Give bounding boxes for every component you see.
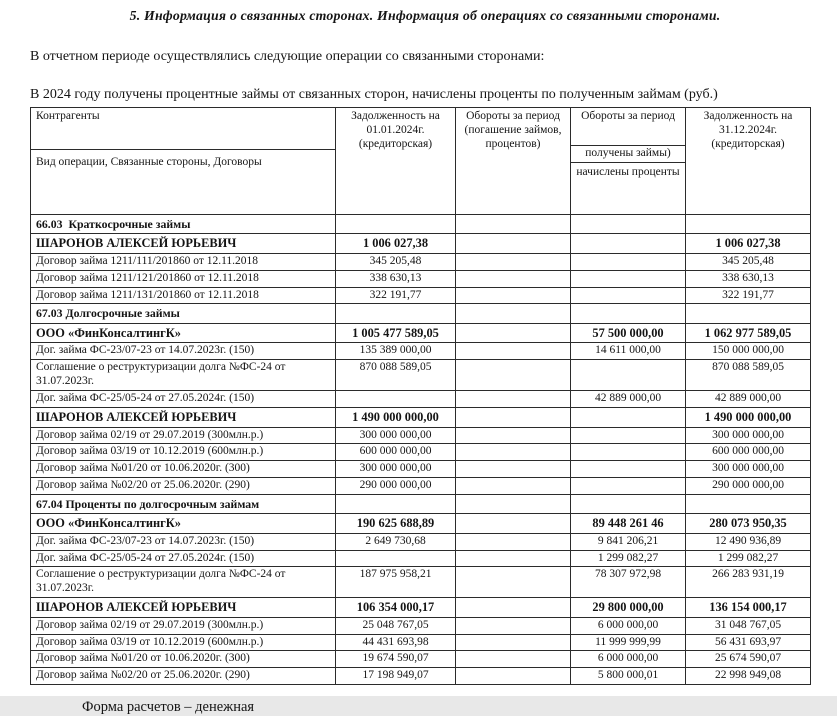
cell-turnover-repayment — [456, 360, 571, 391]
cell-turnover-received: 42 889 000,00 — [571, 390, 686, 407]
cell-debt-start: 17 198 949,07 — [336, 668, 456, 685]
cell-debt-end: 136 154 000,17 — [686, 597, 811, 617]
row-label: Договор займа №02/20 от 25.06.2020г. (290) — [31, 477, 336, 494]
intro-paragraph: В отчетном периоде осуществлялись следующие операции со связанными сторонами: — [30, 49, 545, 64]
cell-debt-end: 870 088 589,05 — [686, 360, 811, 391]
cell-turnover-received — [571, 427, 686, 444]
cell-debt-start — [336, 550, 456, 567]
table-row — [31, 513, 811, 533]
cell-turnover-repayment — [456, 567, 571, 598]
cell-turnover-received — [571, 360, 686, 391]
row-label: Дог. займа ФС-23/07-23 от 14.07.2023г. (150) — [31, 343, 336, 360]
row-label: Дог. займа ФС-25/05-24 от 27.05.2024г. (150) — [31, 390, 336, 407]
cell-debt-end: 56 431 693,97 — [686, 634, 811, 651]
table-row — [31, 343, 811, 360]
cell-turnover-received — [571, 215, 686, 234]
table-row — [31, 390, 811, 407]
cell-turnover-received — [571, 407, 686, 427]
table-row — [31, 234, 811, 254]
cell-debt-end: 1 062 977 589,05 — [686, 323, 811, 343]
row-label: 67.04 Проценты по долгосрочным займам — [31, 494, 336, 513]
cell-turnover-received — [571, 494, 686, 513]
row-label: Договор займа 02/19 от 29.07.2019 (300млн.р.) — [31, 617, 336, 634]
table-row — [31, 668, 811, 685]
cell-debt-start: 300 000 000,00 — [336, 461, 456, 478]
cell-debt-start: 1 006 027,38 — [336, 234, 456, 254]
cell-debt-start: 187 975 958,21 — [336, 567, 456, 598]
cell-turnover-received — [571, 304, 686, 323]
cell-turnover-repayment — [456, 461, 571, 478]
cell-debt-start: 19 674 590,07 — [336, 651, 456, 668]
cell-debt-start: 322 191,77 — [336, 287, 456, 304]
row-label: Договор займа 1211/121/201860 от 12.11.2018 — [31, 270, 336, 287]
row-label: Договор займа 1211/131/201860 от 12.11.2018 — [31, 287, 336, 304]
table-row — [31, 651, 811, 668]
cell-debt-end: 338 630,13 — [686, 270, 811, 287]
cell-turnover-repayment — [456, 215, 571, 234]
cell-debt-end: 600 000 000,00 — [686, 444, 811, 461]
cell-turnover-repayment — [456, 287, 571, 304]
table-row — [31, 360, 811, 391]
table-row — [31, 617, 811, 634]
row-label: 66.03 Краткосрочные займы — [31, 215, 336, 234]
row-label: Договор займа №01/20 от 10.06.2020г. (300) — [31, 461, 336, 478]
row-label: ШАРОНОВ АЛЕКСЕЙ ЮРЬЕВИЧ — [31, 234, 336, 254]
row-label: Договор займа №02/20 от 25.06.2020г. (290) — [31, 668, 336, 685]
table-row — [31, 477, 811, 494]
cell-turnover-received: 89 448 261 46 — [571, 513, 686, 533]
row-label: ШАРОНОВ АЛЕКСЕЙ ЮРЬЕВИЧ — [31, 597, 336, 617]
cell-turnover-received — [571, 477, 686, 494]
cell-turnover-received — [571, 254, 686, 271]
row-label: Договор займа №01/20 от 10.06.2020г. (300) — [31, 651, 336, 668]
col-header-debt-end: Задолженность на 31.12.2024г. (кредиторская) — [686, 108, 811, 215]
cell-debt-start — [336, 390, 456, 407]
cell-turnover-repayment — [456, 477, 571, 494]
cell-debt-end: 322 191,77 — [686, 287, 811, 304]
cell-turnover-repayment — [456, 390, 571, 407]
col-header-debt-start: Задолженность на 01.01.2024г. (кредиторская) — [336, 108, 456, 215]
row-label: Договор займа 03/19 от 10.12.2019 (600млн.р.) — [31, 444, 336, 461]
cell-turnover-received: 6 000 000,00 — [571, 651, 686, 668]
table-row — [31, 550, 811, 567]
cell-debt-start: 25 048 767,05 — [336, 617, 456, 634]
cell-turnover-received: 11 999 999,99 — [571, 634, 686, 651]
table-row — [31, 407, 811, 427]
cell-debt-end: 42 889 000,00 — [686, 390, 811, 407]
cell-debt-end: 1 299 082,27 — [686, 550, 811, 567]
cell-turnover-received: 1 299 082,27 — [571, 550, 686, 567]
row-label: Соглашение о реструктуризации долга №ФС-24 от 31.07.2023г. — [31, 360, 336, 391]
row-label: Договор займа 1211/111/201860 от 12.11.2018 — [31, 254, 336, 271]
cell-debt-end: 25 674 590,07 — [686, 651, 811, 668]
cell-turnover-received: 29 800 000,00 — [571, 597, 686, 617]
cell-turnover-repayment — [456, 668, 571, 685]
cell-debt-end: 345 205,48 — [686, 254, 811, 271]
cell-debt-end: 31 048 767,05 — [686, 617, 811, 634]
cell-turnover-repayment — [456, 407, 571, 427]
table-row — [31, 215, 811, 234]
table-row — [31, 323, 811, 343]
cell-turnover-received: 9 841 206,21 — [571, 533, 686, 550]
cell-turnover-repayment — [456, 513, 571, 533]
cell-debt-start: 345 205,48 — [336, 254, 456, 271]
payment-form-note: Форма расчетов – денежная — [82, 698, 255, 715]
table-row — [31, 427, 811, 444]
cell-debt-start: 870 088 589,05 — [336, 360, 456, 391]
cell-turnover-received — [571, 234, 686, 254]
row-label: ООО «ФинКонсалтингК» — [31, 323, 336, 343]
cell-debt-end: 1 490 000 000,00 — [686, 407, 811, 427]
cell-turnover-repayment — [456, 323, 571, 343]
cell-turnover-received — [571, 444, 686, 461]
table-row — [31, 533, 811, 550]
row-label: Дог. займа ФС-25/05-24 от 27.05.2024г. (150) — [31, 550, 336, 567]
cell-turnover-repayment — [456, 234, 571, 254]
cell-turnover-received — [571, 270, 686, 287]
cell-debt-end: 300 000 000,00 — [686, 461, 811, 478]
cell-debt-start: 1 490 000 000,00 — [336, 407, 456, 427]
cell-turnover-received: 14 611 000,00 — [571, 343, 686, 360]
row-label: ООО «ФинКонсалтингК» — [31, 513, 336, 533]
cell-debt-end: 150 000 000,00 — [686, 343, 811, 360]
table-row — [31, 444, 811, 461]
row-label: ШАРОНОВ АЛЕКСЕЙ ЮРЬЕВИЧ — [31, 407, 336, 427]
cell-debt-start: 135 389 000,00 — [336, 343, 456, 360]
row-label: Дог. займа ФС-23/07-23 от 14.07.2023г. (150) — [31, 533, 336, 550]
cell-turnover-repayment — [456, 617, 571, 634]
cell-turnover-repayment — [456, 254, 571, 271]
cell-debt-end: 300 000 000,00 — [686, 427, 811, 444]
col-header-counterparties-label: Контрагенты — [31, 108, 335, 150]
cell-turnover-received — [571, 461, 686, 478]
related-parties-table — [30, 107, 811, 685]
row-label: Договор займа 02/19 от 29.07.2019 (300млн.р.) — [31, 427, 336, 444]
cell-turnover-repayment — [456, 427, 571, 444]
cell-turnover-repayment — [456, 304, 571, 323]
cell-debt-start — [336, 494, 456, 513]
col-header-turnover-received: Обороты за период получены займы) начислены проценты — [571, 108, 686, 215]
cell-debt-end: 290 000 000,00 — [686, 477, 811, 494]
cell-debt-start: 290 000 000,00 — [336, 477, 456, 494]
cell-turnover-repayment — [456, 533, 571, 550]
table-row — [31, 270, 811, 287]
loans-intro-paragraph: В 2024 году получены процентные займы от связанных сторон, начислены проценты по полученным займам (руб.) — [30, 86, 718, 102]
table-row — [31, 461, 811, 478]
table-header-row — [31, 108, 811, 215]
cell-debt-start: 1 005 477 589,05 — [336, 323, 456, 343]
cell-debt-end — [686, 494, 811, 513]
col-header-turnover-repayment: Обороты за период (погашение займов, процентов) — [456, 108, 571, 215]
cell-debt-start: 338 630,13 — [336, 270, 456, 287]
cell-debt-start: 2 649 730,68 — [336, 533, 456, 550]
cell-turnover-received: 6 000 000,00 — [571, 617, 686, 634]
cell-debt-end: 266 283 931,19 — [686, 567, 811, 598]
cell-debt-end: 12 490 936,89 — [686, 533, 811, 550]
table-row — [31, 494, 811, 513]
cell-debt-end — [686, 215, 811, 234]
cell-turnover-received: 57 500 000,00 — [571, 323, 686, 343]
table-row — [31, 254, 811, 271]
cell-debt-start: 300 000 000,00 — [336, 427, 456, 444]
cell-turnover-received: 5 800 000,01 — [571, 668, 686, 685]
table-row — [31, 597, 811, 617]
cell-debt-end: 22 998 949,08 — [686, 668, 811, 685]
cell-debt-end — [686, 304, 811, 323]
table-row — [31, 304, 811, 323]
row-label: Соглашение о реструктуризации долга №ФС-24 от 31.07.2023г. — [31, 567, 336, 598]
section-title: 5. Информация о связанных сторонах. Информация об операциях со связанными сторонами. — [129, 8, 721, 23]
cell-turnover-repayment — [456, 343, 571, 360]
cell-debt-start — [336, 215, 456, 234]
cell-turnover-repayment — [456, 494, 571, 513]
cell-turnover-received: 78 307 972,98 — [571, 567, 686, 598]
cell-debt-end: 280 073 950,35 — [686, 513, 811, 533]
table-row — [31, 287, 811, 304]
cell-turnover-repayment — [456, 550, 571, 567]
row-label: Договор займа 03/19 от 10.12.2019 (600млн.р.) — [31, 634, 336, 651]
table-row — [31, 567, 811, 598]
table-row — [31, 634, 811, 651]
cell-debt-start: 44 431 693,98 — [336, 634, 456, 651]
cell-debt-start: 106 354 000,17 — [336, 597, 456, 617]
cell-debt-start: 600 000 000,00 — [336, 444, 456, 461]
row-label: 67.03 Долгосрочные займы — [31, 304, 336, 323]
cell-turnover-repayment — [456, 651, 571, 668]
cell-turnover-repayment — [456, 270, 571, 287]
cell-turnover-repayment — [456, 634, 571, 651]
col-header-operation-type-label: Вид операции, Связанные стороны, Договоры — [36, 156, 262, 168]
cell-turnover-repayment — [456, 597, 571, 617]
cell-turnover-repayment — [456, 444, 571, 461]
cell-debt-start — [336, 304, 456, 323]
cell-turnover-received — [571, 287, 686, 304]
cell-debt-start: 190 625 688,89 — [336, 513, 456, 533]
cell-debt-end: 1 006 027,38 — [686, 234, 811, 254]
col-header-counterparties — [31, 108, 336, 215]
